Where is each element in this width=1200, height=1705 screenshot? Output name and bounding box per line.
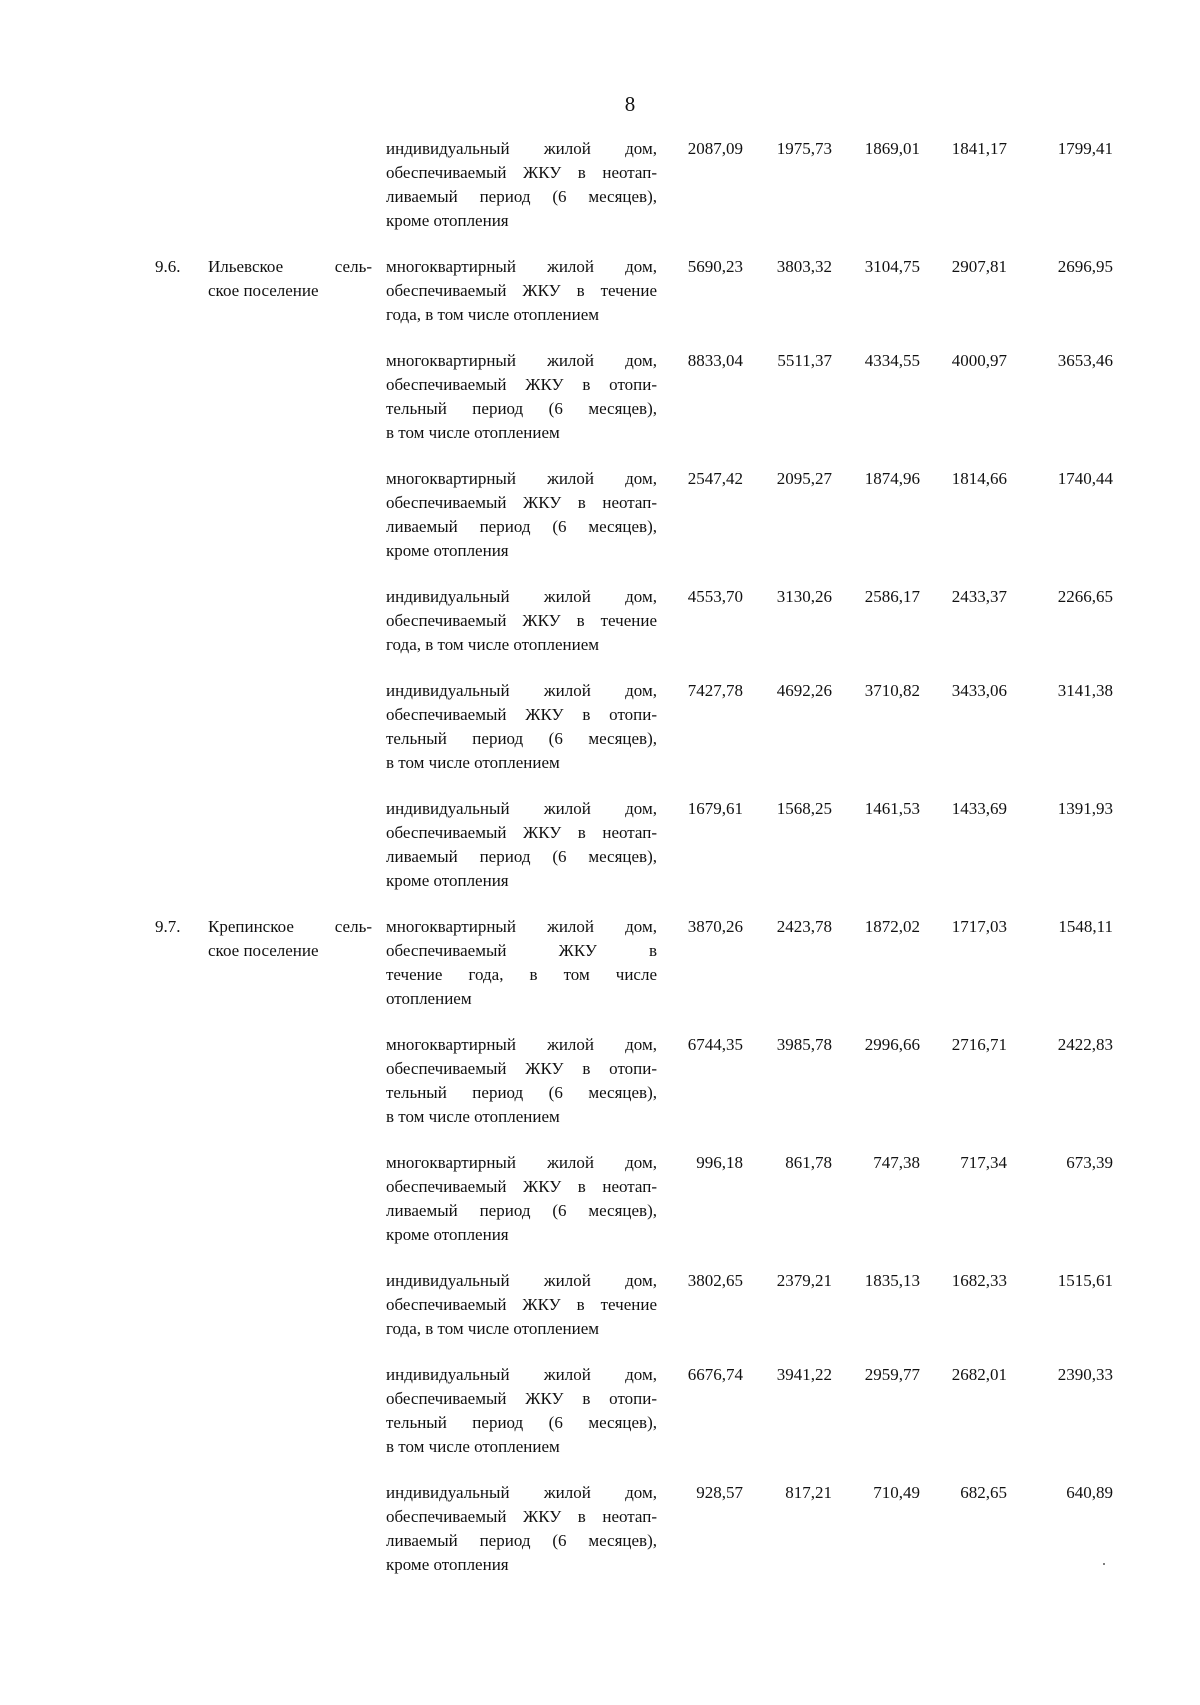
housing-description — [386, 137, 657, 233]
value-cell: 3802,65 — [687, 1271, 743, 1290]
description-line: кроме отопления — [386, 211, 509, 230]
description-line: ливаемый период (6 месяцев), — [386, 1531, 657, 1550]
value-cell: 3803,32 — [776, 257, 832, 276]
description-line: индивидуальный жилой дом, — [386, 799, 657, 818]
value-cell: 682,65 — [960, 1483, 1007, 1502]
housing-description — [386, 915, 657, 1011]
value-cell: 3941,22 — [776, 1365, 832, 1384]
description-line: кроме отопления — [386, 541, 509, 560]
value-cell: 2266,65 — [1057, 587, 1113, 606]
value-cell: 3141,38 — [1057, 681, 1113, 700]
description-line: тельный период (6 месяцев), — [386, 1083, 657, 1102]
housing-description — [386, 679, 657, 775]
description-line: многоквартирный жилой дом, — [386, 1153, 657, 1172]
value-cell: 3653,46 — [1057, 351, 1113, 370]
description-line: в том числе отоплением — [386, 753, 560, 772]
description-line: тельный период (6 месяцев), — [386, 1413, 657, 1432]
value-cell: 1461,53 — [864, 799, 920, 818]
description-line: многоквартирный жилой дом, — [386, 1035, 657, 1054]
description-line: кроме отопления — [386, 871, 509, 890]
description-line: индивидуальный жилой дом, — [386, 681, 657, 700]
description-line: индивидуальный жилой дом, — [386, 1365, 657, 1384]
value-cell: 673,39 — [1066, 1153, 1113, 1172]
description-line: обеспечиваемый ЖКУ в неотап- — [386, 1507, 657, 1526]
description-line: обеспечиваемый ЖКУ в неотап- — [386, 1177, 657, 1196]
description-line: обеспечиваемый ЖКУ в течение — [386, 611, 657, 630]
value-cell: 996,18 — [696, 1153, 743, 1172]
description-line: года, в том числе отоплением — [386, 305, 599, 324]
value-cell: 4692,26 — [776, 681, 832, 700]
value-cell: 2087,09 — [687, 139, 743, 158]
settlement-line: Ильевское сель- — [208, 257, 372, 276]
value-cell: 1835,13 — [864, 1271, 920, 1290]
value-cell: 1869,01 — [864, 139, 920, 158]
description-line: ливаемый период (6 месяцев), — [386, 1201, 657, 1220]
value-cell: 2422,83 — [1057, 1035, 1113, 1054]
value-cell: 1682,33 — [951, 1271, 1007, 1290]
value-cell: 1872,02 — [864, 917, 920, 936]
value-cell: 2095,27 — [776, 469, 832, 488]
value-cell: 747,38 — [873, 1153, 920, 1172]
value-cell: 1391,93 — [1057, 799, 1113, 818]
description-line: обеспечиваемый ЖКУ в течение — [386, 1295, 657, 1314]
housing-description — [386, 1151, 657, 1247]
value-cell: 8833,04 — [687, 351, 743, 370]
description-line: тельный период (6 месяцев), — [386, 729, 657, 748]
housing-description — [386, 1481, 657, 1577]
description-line: индивидуальный жилой дом, — [386, 1483, 657, 1502]
description-line: индивидуальный жилой дом, — [386, 1271, 657, 1290]
value-cell: 3130,26 — [776, 587, 832, 606]
housing-description — [386, 797, 657, 893]
value-cell: 1548,11 — [1058, 917, 1113, 936]
description-line: обеспечиваемый ЖКУ в неотап- — [386, 163, 657, 182]
description-line: многоквартирный жилой дом, — [386, 917, 657, 936]
value-cell: 3870,26 — [687, 917, 743, 936]
value-cell: 817,21 — [785, 1483, 832, 1502]
description-line: многоквартирный жилой дом, — [386, 469, 657, 488]
housing-description — [386, 1363, 657, 1459]
description-line: обеспечиваемый ЖКУ в — [386, 941, 657, 960]
description-line: ливаемый период (6 месяцев), — [386, 187, 657, 206]
description-line: многоквартирный жилой дом, — [386, 257, 657, 276]
description-line: обеспечиваемый ЖКУ в отопи- — [386, 1389, 657, 1408]
value-cell: 710,49 — [873, 1483, 920, 1502]
value-cell: 717,34 — [960, 1153, 1007, 1172]
description-line: в том числе отоплением — [386, 1107, 560, 1126]
value-cell: 2907,81 — [951, 257, 1007, 276]
description-line: течение года, в том числе — [386, 965, 657, 984]
value-cell: 640,89 — [1066, 1483, 1113, 1502]
value-cell: 1799,41 — [1057, 139, 1113, 158]
description-line: обеспечиваемый ЖКУ в отопи- — [386, 705, 657, 724]
value-cell: 2696,95 — [1057, 257, 1113, 276]
description-line: ливаемый период (6 месяцев), — [386, 517, 657, 536]
description-line: обеспечиваемый ЖКУ в отопи- — [386, 375, 657, 394]
value-cell: 7427,78 — [687, 681, 743, 700]
settlement-name — [208, 255, 372, 303]
value-cell: 1717,03 — [951, 917, 1007, 936]
value-cell: 6676,74 — [687, 1365, 743, 1384]
value-cell: 1740,44 — [1057, 469, 1113, 488]
value-cell: 4334,55 — [864, 351, 920, 370]
value-cell: 3710,82 — [864, 681, 920, 700]
description-line: в том числе отоплением — [386, 423, 560, 442]
value-cell: 3985,78 — [776, 1035, 832, 1054]
description-line: отоплением — [386, 989, 472, 1008]
description-line: обеспечиваемый ЖКУ в неотап- — [386, 823, 657, 842]
description-line: тельный период (6 месяцев), — [386, 399, 657, 418]
housing-description — [386, 1033, 657, 1129]
description-line: года, в том числе отоплением — [386, 1319, 599, 1338]
description-line: ливаемый период (6 месяцев), — [386, 847, 657, 866]
value-cell: 2716,71 — [951, 1035, 1007, 1054]
settlement-name — [208, 915, 372, 963]
value-cell: 2682,01 — [951, 1365, 1007, 1384]
value-cell: 2959,77 — [864, 1365, 920, 1384]
value-cell: 2547,42 — [687, 469, 743, 488]
value-cell: 3433,06 — [951, 681, 1007, 700]
settlement-line: Крепинское сель- — [208, 917, 372, 936]
value-cell: 3104,75 — [864, 257, 920, 276]
value-cell: 1975,73 — [776, 139, 832, 158]
value-cell: 861,78 — [785, 1153, 832, 1172]
value-cell: 4553,70 — [687, 587, 743, 606]
value-cell: 928,57 — [696, 1483, 743, 1502]
value-cell: 1433,69 — [951, 799, 1007, 818]
description-line: обеспечиваемый ЖКУ в неотап- — [386, 493, 657, 512]
value-cell: 4000,97 — [951, 351, 1007, 370]
description-line: года, в том числе отоплением — [386, 635, 599, 654]
value-cell: 2996,66 — [864, 1035, 920, 1054]
description-line: кроме отопления — [386, 1555, 509, 1574]
page-number: 8 — [624, 92, 636, 116]
housing-description — [386, 1269, 657, 1341]
value-cell: 2433,37 — [951, 587, 1007, 606]
settlement-line: ское поселение — [208, 281, 319, 300]
scan-speck — [1103, 1563, 1105, 1565]
value-cell: 1874,96 — [864, 469, 920, 488]
value-cell: 1515,61 — [1057, 1271, 1113, 1290]
settlement-line: ское поселение — [208, 941, 319, 960]
housing-description — [386, 467, 657, 563]
description-line: многоквартирный жилой дом, — [386, 351, 657, 370]
description-line: в том числе отоплением — [386, 1437, 560, 1456]
description-line: обеспечиваемый ЖКУ в течение — [386, 281, 657, 300]
value-cell: 5511,37 — [777, 351, 832, 370]
value-cell: 2586,17 — [864, 587, 920, 606]
description-line: индивидуальный жилой дом, — [386, 587, 657, 606]
value-cell: 1814,66 — [951, 469, 1007, 488]
row-number: 9.6. — [155, 257, 181, 276]
housing-description — [386, 349, 657, 445]
value-cell: 1568,25 — [776, 799, 832, 818]
value-cell: 6744,35 — [687, 1035, 743, 1054]
value-cell: 1679,61 — [687, 799, 743, 818]
value-cell: 2379,21 — [776, 1271, 832, 1290]
row-number: 9.7. — [155, 917, 181, 936]
value-cell: 2390,33 — [1057, 1365, 1113, 1384]
housing-description — [386, 585, 657, 657]
value-cell: 1841,17 — [951, 139, 1007, 158]
value-cell: 2423,78 — [776, 917, 832, 936]
housing-description — [386, 255, 657, 327]
value-cell: 5690,23 — [687, 257, 743, 276]
description-line: кроме отопления — [386, 1225, 509, 1244]
description-line: обеспечиваемый ЖКУ в отопи- — [386, 1059, 657, 1078]
description-line: индивидуальный жилой дом, — [386, 139, 657, 158]
